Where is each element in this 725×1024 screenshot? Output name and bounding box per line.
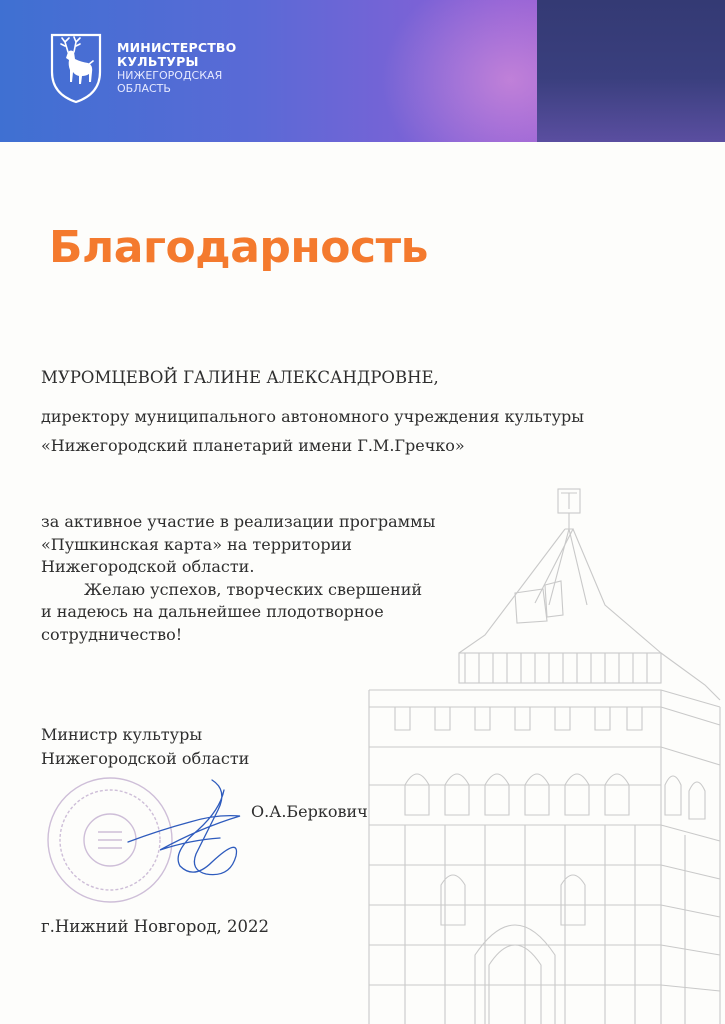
body-line-3: Нижегородской области.	[41, 557, 255, 576]
body-line-6: сотрудничество!	[41, 625, 183, 644]
header-dark-panel	[537, 0, 725, 142]
signatory-name: О.А.Беркович	[251, 802, 368, 821]
recipient-position-line-1: директору муниципального автономного учреждения культуры	[41, 407, 585, 426]
handwritten-signature	[120, 770, 270, 890]
signatory-title-line-1: Министр культуры	[41, 725, 203, 744]
org-line-4: ОБЛАСТЬ	[117, 82, 171, 95]
org-line-1: МИНИСТЕРСТВО	[117, 40, 237, 55]
ministry-name	[117, 41, 236, 95]
recipient-position-line-2: «Нижегородский планетарий имени Г.М.Гречко»	[41, 436, 465, 455]
org-line-2: КУЛЬТУРЫ	[117, 54, 199, 69]
place-and-date: г.Нижний Новгород, 2022	[41, 917, 270, 936]
signatory-title-line-2: Нижегородской области	[41, 749, 250, 768]
document-title: Благодарность	[49, 222, 428, 273]
body-line-5: и надеюсь на дальнейшее плодотворное	[41, 602, 384, 621]
header-banner	[0, 0, 725, 142]
org-line-3: НИЖЕГОРОДСКАЯ	[117, 69, 223, 82]
body-line-2: «Пушкинская карта» на территории	[41, 535, 352, 554]
kremlin-tower-illustration	[365, 485, 725, 1024]
deer-emblem-icon	[48, 32, 104, 104]
body-line-1: за активное участие в реализации программы	[41, 512, 436, 531]
recipient-name: МУРОМЦЕВОЙ ГАЛИНЕ АЛЕКСАНДРОВНЕ,	[41, 368, 439, 387]
body-line-4: Желаю успехов, творческих свершений	[84, 580, 423, 599]
